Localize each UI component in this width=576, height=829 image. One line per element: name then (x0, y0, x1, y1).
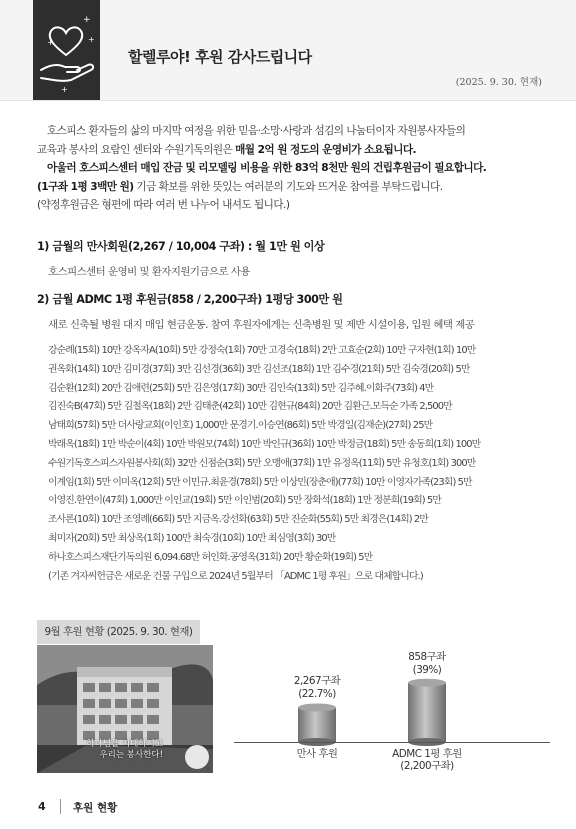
intro-line: 호스피스 환자들의 삶의 마지막 여정을 위한 믿음·소망·사랑과 섬김의 나눔터이자 자원봉사자들의 (47, 125, 466, 137)
chart-baseline (234, 742, 550, 743)
section2-desc: 새로 신축될 병원 대지 매입 현금운동. 참여 후원자에게는 신축병원 및 제반 시설이용, 입원 혜택 제공 (48, 319, 475, 331)
donor-note: (기존 겨자씨헌금은 새로운 건물 구입으로 2024년 5월부터 「ADMC 1평 후원」으로 대체합니다.) (48, 570, 423, 582)
donation-chart (230, 630, 550, 780)
donor-line: 남태희(57회) 5만 더사랑교회(이인호) 1,000만 문경기.이승연(86회) 5만 박경일(김재순)(27회) 25만 (48, 420, 433, 432)
footer-section: 후원 현황 (73, 802, 118, 814)
intro-line: (1구좌 1평 3백만 원) 기금 확보를 위한 뜻있는 여러분의 기도와 뜨거운 참여를 부탁드립니다. (37, 180, 443, 193)
donor-line: 수원기독호스피스자원봉사회(회) 32만 신점순(3회) 5만 오맹애(37회) 1만 유정옥(11회) 5만 유청호(1회) 300만 (48, 457, 476, 469)
bar-value-label: 2,267구좌 (22.7%) (293, 675, 341, 701)
photo-title: 9월 후원 현황 (2025. 9. 30. 현재) (37, 620, 200, 644)
bar-category-label: ADMC 1평 후원 (2,200구좌) (392, 748, 462, 772)
svg-text:+: + (61, 85, 68, 94)
donor-line: 김진숙B(47회) 5만 김철옥(18회) 2만 김태춘(42회) 10만 김현규(84회) 20만 김환근.모득순 가족 2,500만 (48, 401, 452, 413)
footer-divider (60, 799, 61, 814)
section1-heading: 1) 금월의 만사회원(2,267 / 10,004 구좌) : 월 1만 원 이상 (37, 240, 325, 253)
photo-caption: 하나님을 지내하시고 우리는 봉사한다! (86, 739, 163, 760)
page-number: 4 (38, 800, 46, 813)
svg-text:+: + (83, 15, 91, 25)
donor-line: 이계임(1회) 5만 이미옥(12회) 5만 이민규.최윤경(78회) 5만 이상민(장춘애)(77회) 10만 이영자가족(23회) 5만 (48, 476, 472, 488)
donor-line: 조사론(10회) 10만 조영례(66회) 5만 지금옥.강선화(63회) 5만 진순화(55회) 5만 최경은(14회) 2만 (48, 514, 428, 526)
svg-text:+: + (88, 35, 95, 44)
page-header (0, 0, 576, 101)
bar-value-label: 858구좌 (39%) (408, 650, 446, 676)
donor-line: 권옥화(14회) 10만 김미경(37회) 3만 김선경(36회) 3만 김선조(18회) 1만 김수경(21회) 5만 김숙경(20회) 5만 (48, 363, 470, 375)
chart-bar (298, 703, 336, 746)
donor-line: 최미자(20회) 5만 최상옥(1회) 100만 최숙경(10회) 10만 최심영(3회) 30만 (48, 532, 336, 544)
intro-line: 교육과 봉사의 요람인 센터와 수원기독의원은 매월 2억 원 정도의 운영비가 소요됩니다. (37, 143, 417, 156)
donor-line: 김순환(12회) 20만 김애련(25회) 5만 김은영(17회) 30만 김인숙(13회) 5만 김주혜.이화주(73회) 4만 (48, 382, 434, 394)
donor-line: 이영진.한연이(47회) 1,000만 이인교(19회) 5만 이인범(20회) 5만 장화석(18회) 1만 정분희(19회) 5만 (48, 495, 441, 507)
intro-line: (약정후원금은 형편에 따라 여러 번 나누어 내셔도 됩니다.) (37, 199, 290, 212)
donor-line: 강순례(15회) 10만 강옥자A(10회) 5만 강정숙(1회) 70만 고경숙(18회) 2만 고효순(2회) 10만 구자현(1회) 10만 (48, 345, 476, 356)
page-title: 할렐루야! 후원 감사드립니다 (128, 48, 312, 66)
svg-text:+: + (47, 38, 54, 47)
section2-heading: 2) 금월 ADMC 1평 후원금(858 / 2,200구좌) 1평당 300만 원 (37, 293, 343, 306)
donor-line: 박래옥(18회) 1만 박순이(4회) 10만 박원모(74회) 10만 박인규(36회) 10만 박정금(18회) 5만 송동희(1회) 100만 (48, 438, 481, 450)
donor-list (48, 342, 548, 586)
intro-text (37, 122, 542, 215)
chart-bar (408, 679, 446, 746)
section1-desc: 호스피스센터 운영비 및 환자지원기금으로 사용 (48, 266, 250, 278)
bar-category-label: 만사 후원 (296, 748, 338, 760)
donor-line: 하나호스피스재단기독의원 6,094.68만 허인화.공영옥(31회) 20만 황순화(19회) 5만 (48, 551, 373, 563)
intro-line: 아울러 호스피스센터 매입 잔금 및 리모델링 비용을 위한 83억 8천만 원의 건립후원금이 필요합니다. (47, 162, 487, 175)
hand-heart-icon (33, 0, 100, 100)
as-of-date: (2025. 9. 30. 현재) (455, 77, 542, 88)
building-photo (37, 645, 213, 773)
